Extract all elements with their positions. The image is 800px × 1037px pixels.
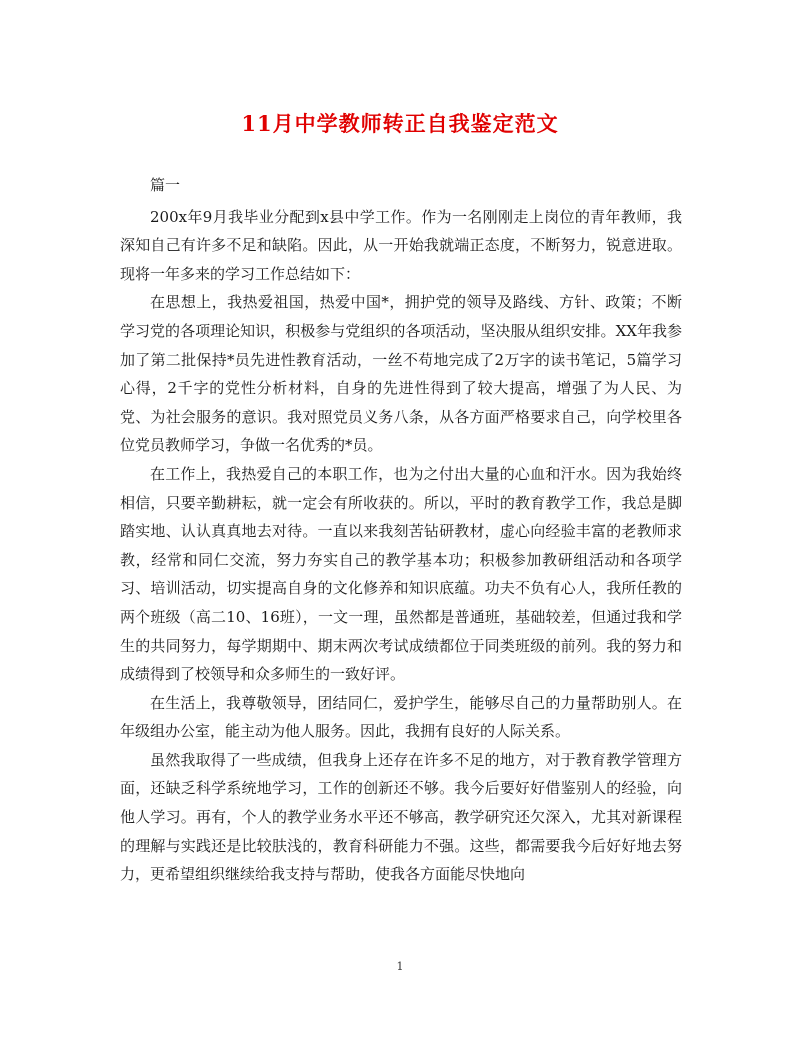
paragraph-life: 在生活上，我尊敬领导，团结同仁，爱护学生，能够尽自己的力量帮助别人。在年级组办公室，能主动为他人服务。因此，我拥有良好的人际关系。 xyxy=(120,693,682,741)
paragraph-ideology: 在思想上，我热爱祖国，热爱中国*，拥护党的领导及路线、方针、政策；不断学习党的各项理论知识，积极参与党组织的各项活动，坚决服从组织安排。XX年我参加了第二批保持*员先进性教育活动，一丝不苟地完成了2万字的读书笔记，5篇学习心得，2千字的党性分析材料，自身的先进性得到了较大提高，增强了为人民、为党、为社会服务的意识。我对照党员义务八条，从各方面严格要求自己，向学校里各位党员教师学习，争做一名优秀的*员。 xyxy=(120,293,682,455)
paragraph-intro: 200x年9月我毕业分配到x县中学工作。作为一名刚刚走上岗位的青年教师，我深知自己有许多不足和缺陷。因此，从一开始我就端正态度，不断努力，锐意进取。现将一年多来的学习工作总结如下： xyxy=(120,207,682,283)
page-number: 1 xyxy=(396,960,404,973)
paragraph-shortcomings: 虽然我取得了一些成绩，但我身上还存在许多不足的地方，对于教育教学管理方面，还缺乏科学系统地学习，工作的创新还不够。我今后要好好借鉴别人的经验，向他人学习。再有，个人的教学业务水平还不够高，教学研究还欠深入，尤其对新课程的理解与实践还是比较肤浅的，教育科研能力不强。这些，都需要我今后好好地去努力，更希望组织继续给我支持与帮助，使我各方面能尽快地向 xyxy=(120,750,682,884)
document-title: 11月中学教师转正自我鉴定范文 xyxy=(241,111,559,136)
paragraph-work: 在工作上，我热爱自己的本职工作，也为之付出大量的心血和汗水。因为我始终相信，只要辛勤耕耘，就一定会有所收获的。所以，平时的教育教学工作，我总是脚踏实地、认认真真地去对待。一直以来我刻苦钻研教材，虚心向经验丰富的老教师求教，经常和同仁交流，努力夯实自己的教学基本功；积极参加教研组活动和各项学习、培训活动，切实提高自身的文化修养和知识底蕴。功夫不负有心人，我所任教的两个班级（高二10、16班），一文一理，虽然都是普通班，基础较差，但通过我和学生的共同努力，每学期期中、期末两次考试成绩都位于同类班级的前列。我的努力和成绩得到了校领导和众多师生的一致好评。 xyxy=(120,464,682,684)
section-heading: 篇一 xyxy=(150,176,181,194)
document-body xyxy=(120,171,682,889)
